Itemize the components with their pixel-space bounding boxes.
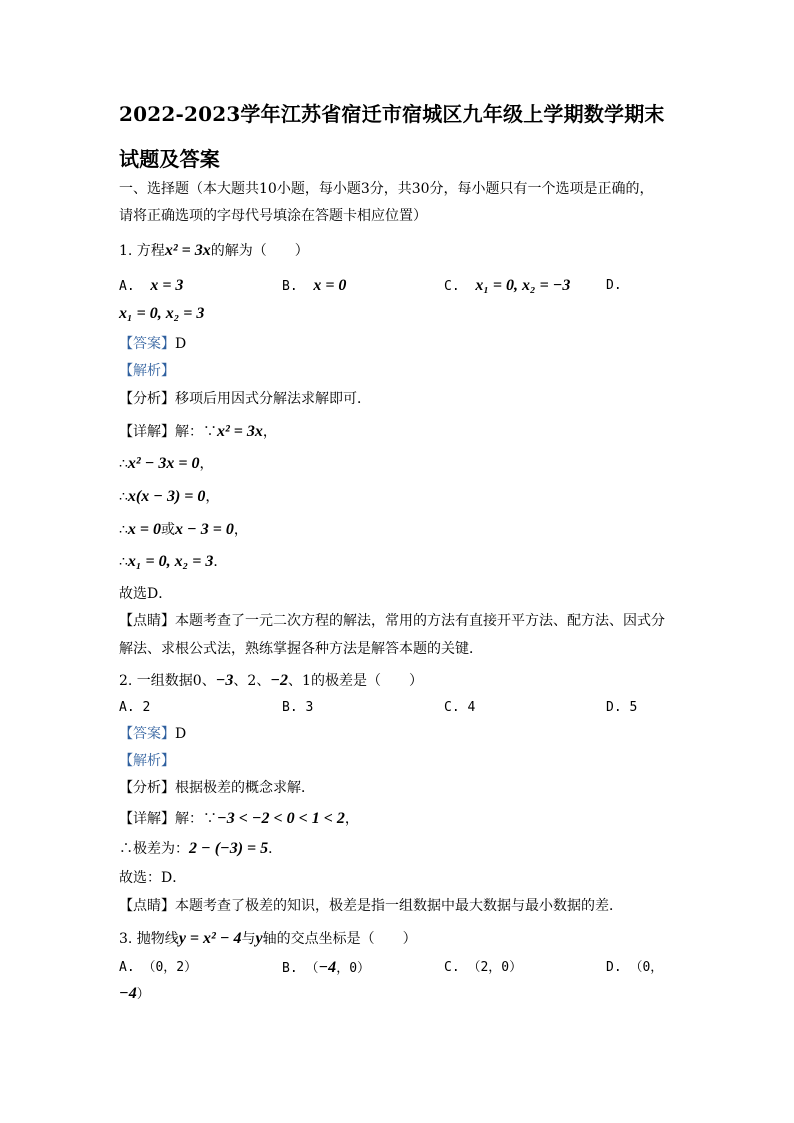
q1-choice: 故选D．	[119, 586, 173, 602]
q2-option-d: D. 5	[606, 700, 638, 715]
q1-analysis: 【分析】移项后用因式分解法求解即可．	[119, 391, 371, 407]
section-header-line1: 一、选择题（本大题共10小题，每小题3分，共30分，每小题只有一个选项是正确的，	[119, 181, 654, 197]
q2-stem: 2. 一组数据0、−3、2、−2、1的极差是（ ）	[119, 672, 423, 689]
q2-option-b: B. 3	[282, 700, 314, 715]
q1-comment-line1: 【点睛】本题考查了一元二次方程的解法，常用的方法有直接开平方法、配方法、因式分	[119, 613, 665, 629]
q2-solution-step2: ∴极差为：2 − (−3) = 5．	[119, 840, 283, 857]
q1-comment-line2: 解法、求根公式法，熟练掌握各种方法是解答本题的关键．	[119, 641, 483, 657]
q1-solution-step5: ∴x₁ = 0, x₂ = 3．	[119, 553, 228, 570]
q2-option-a: A. 2	[119, 700, 151, 715]
q1-solution-step1: 【详解】解：∵x² = 3x，	[119, 423, 277, 440]
q2-jiexi-label: 【解析】	[119, 753, 175, 769]
q1-option-c: C. x₁ = 0, x₂ = −3	[444, 277, 571, 294]
q2-comment: 【点睛】本题考查了极差的知识，极差是指一组数据中最大数据与最小数据的差．	[119, 898, 623, 914]
q2-choice: 故选：D．	[119, 870, 187, 886]
q3-option-a: A. （0，2）	[119, 960, 198, 975]
q2-option-c: C. 4	[444, 700, 476, 715]
q1-jiexi-label: 【解析】	[119, 363, 175, 379]
q1-stem: 1. 方程x² = 3x的解为（ ）	[119, 242, 309, 259]
q1-option-b: B. x = 0	[282, 277, 347, 294]
q1-solution-step2: ∴x² − 3x = 0，	[119, 455, 214, 472]
q1-option-d: x₁ = 0, x₂ = 3	[119, 305, 205, 322]
q1-solution-step4: ∴x = 0或x − 3 = 0，	[119, 521, 248, 538]
document-title-line1: 2022-2023学年江苏省宿迁市宿城区九年级上学期数学期末	[119, 102, 665, 126]
q2-analysis: 【分析】根据极差的概念求解．	[119, 780, 315, 796]
q1-solution-step3: ∴x(x − 3) = 0，	[119, 488, 220, 505]
q3-option-c: C. （2，0）	[444, 960, 523, 975]
section-header-line2: 请将正确选项的字母代号填涂在答题卡相应位置）	[119, 208, 427, 224]
document-title-line2: 试题及答案	[119, 147, 220, 171]
q2-answer: 【答案】D	[119, 726, 187, 742]
q3-option-b: B. （−4，0）	[282, 959, 371, 976]
q2-solution-step1: 【详解】解：∵−3 < −2 < 0 < 1 < 2，	[119, 810, 359, 827]
q3-stem: 3. 抛物线y = x² − 4与y轴的交点坐标是（ ）	[119, 930, 417, 947]
q3-option-d: D. （0，	[606, 960, 664, 975]
q1-answer: 【答案】D	[119, 336, 187, 352]
q3-option-d-continued: −4）	[119, 985, 150, 1002]
q1-option-d-label: D.	[606, 278, 622, 293]
q1-option-a: A. x = 3	[119, 277, 184, 294]
q1-stem-equation: x² = 3x	[164, 242, 211, 259]
